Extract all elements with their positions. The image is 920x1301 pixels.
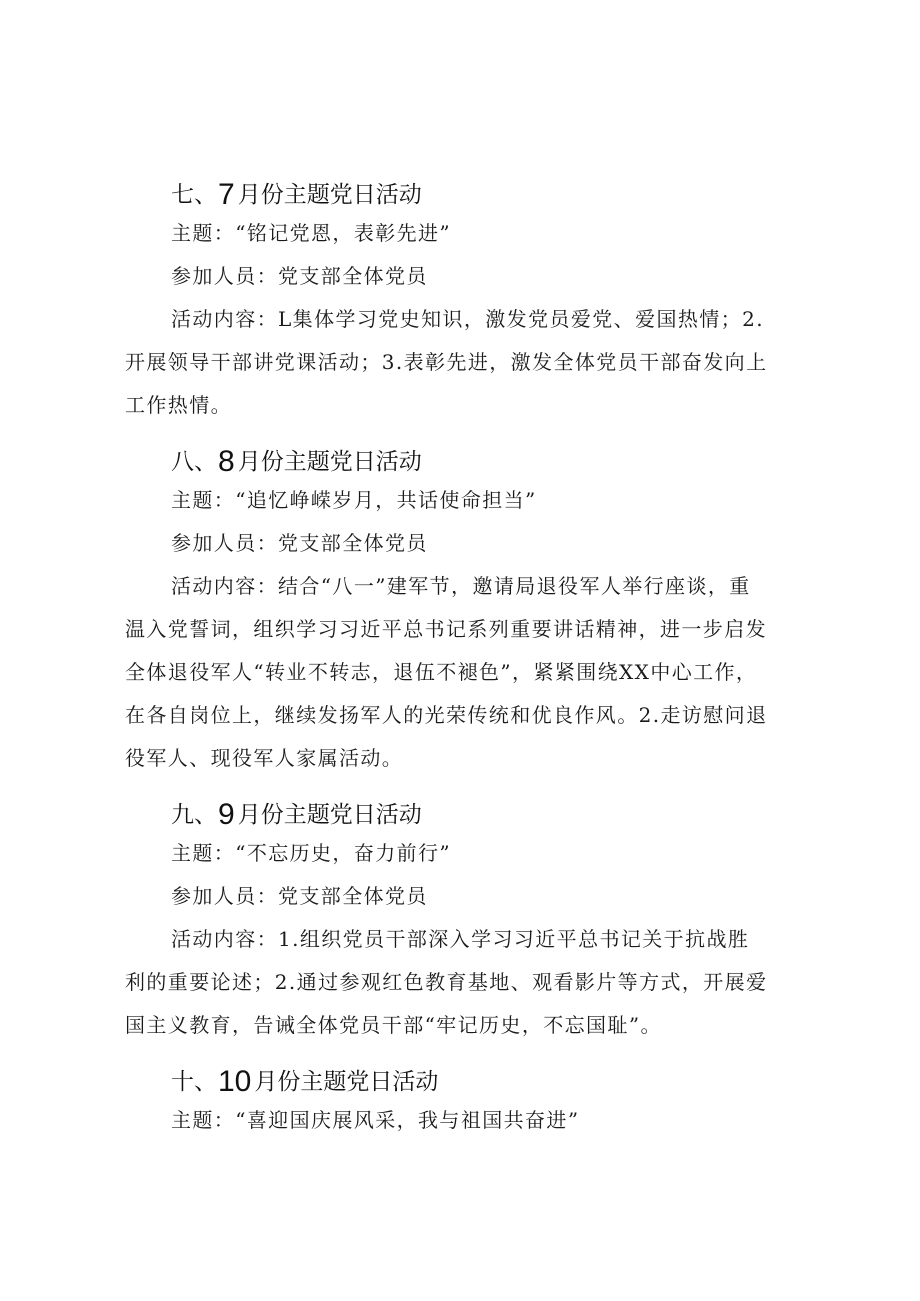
section-participants: 参加人员：党支部全体党员 xyxy=(171,264,428,288)
heading-suffix: 月份主题党日活动 xyxy=(237,802,422,828)
heading-prefix: 九、 xyxy=(171,802,217,828)
section-heading-july xyxy=(125,160,810,212)
section-participants: 参加人员：党支部全体党员 xyxy=(171,884,428,908)
heading-month: 7 xyxy=(218,178,235,211)
content-line: 在各自岗位上，继续发扬军人的光荣传统和优良作风。2.走访慰问退 xyxy=(125,703,768,727)
heading-prefix: 八、 xyxy=(171,449,217,475)
heading-prefix: 十、 xyxy=(171,1069,217,1095)
section-content xyxy=(125,565,810,780)
content-line: 工作热情。 xyxy=(125,393,232,417)
content-line: 温入党誓词，组织学习习近平总书记系列重要讲话精神，进一步启发 xyxy=(125,617,767,641)
content-line: 活动内容：1.组织党员干部深入学习习近平总书记关于抗战胜 xyxy=(171,927,750,951)
content-line: 开展领导干部讲党课活动；3.表彰先进，激发全体党员干部奋发向上 xyxy=(125,350,768,374)
content-line: 国主义教育，告诫全体党员干部“牢记历史，不忘国耻”。 xyxy=(125,1013,662,1037)
content-line: 活动内容：结合“八一”建军节，邀请局退役军人举行座谈，重 xyxy=(171,574,751,598)
document-body xyxy=(125,160,810,1142)
section-heading-august xyxy=(125,427,810,479)
content-line: 役军人、现役军人家属活动。 xyxy=(125,746,404,770)
section-theme: 主题：“不忘历史，奋力前行” xyxy=(171,841,452,865)
content-line: 利的重要论述；2.通过参观红色教育基地、观看影片等方式，开展爱 xyxy=(125,970,768,994)
section-participants: 参加人员：党支部全体党员 xyxy=(171,531,428,555)
heading-suffix: 月份主题党日活动 xyxy=(254,1069,439,1095)
section-heading-october xyxy=(125,1047,810,1099)
heading-suffix: 月份主题党日活动 xyxy=(237,449,422,475)
content-line: 全体退役军人“转业不转志，退伍不褪色”，紧紧围绕XX中心工作， xyxy=(125,660,758,684)
heading-month: 8 xyxy=(218,445,235,478)
section-content xyxy=(125,918,810,1047)
content-line: 活动内容：L集体学习党史知识，激发党员爱党、爱国热情；2. xyxy=(171,307,764,331)
heading-suffix: 月份主题党日活动 xyxy=(237,182,422,208)
section-theme: 主题：“追忆峥嵘岁月，共话使命担当” xyxy=(171,488,537,512)
heading-month: 10 xyxy=(218,1065,252,1098)
heading-month: 9 xyxy=(218,798,235,831)
section-theme: 主题：“喜迎国庆展风采，我与祖国共奋进” xyxy=(171,1108,580,1132)
section-content xyxy=(125,298,810,427)
heading-prefix: 七、 xyxy=(171,182,217,208)
section-heading-september xyxy=(125,780,810,832)
section-theme: 主题：“铭记党恩，表彰先进” xyxy=(171,221,452,245)
